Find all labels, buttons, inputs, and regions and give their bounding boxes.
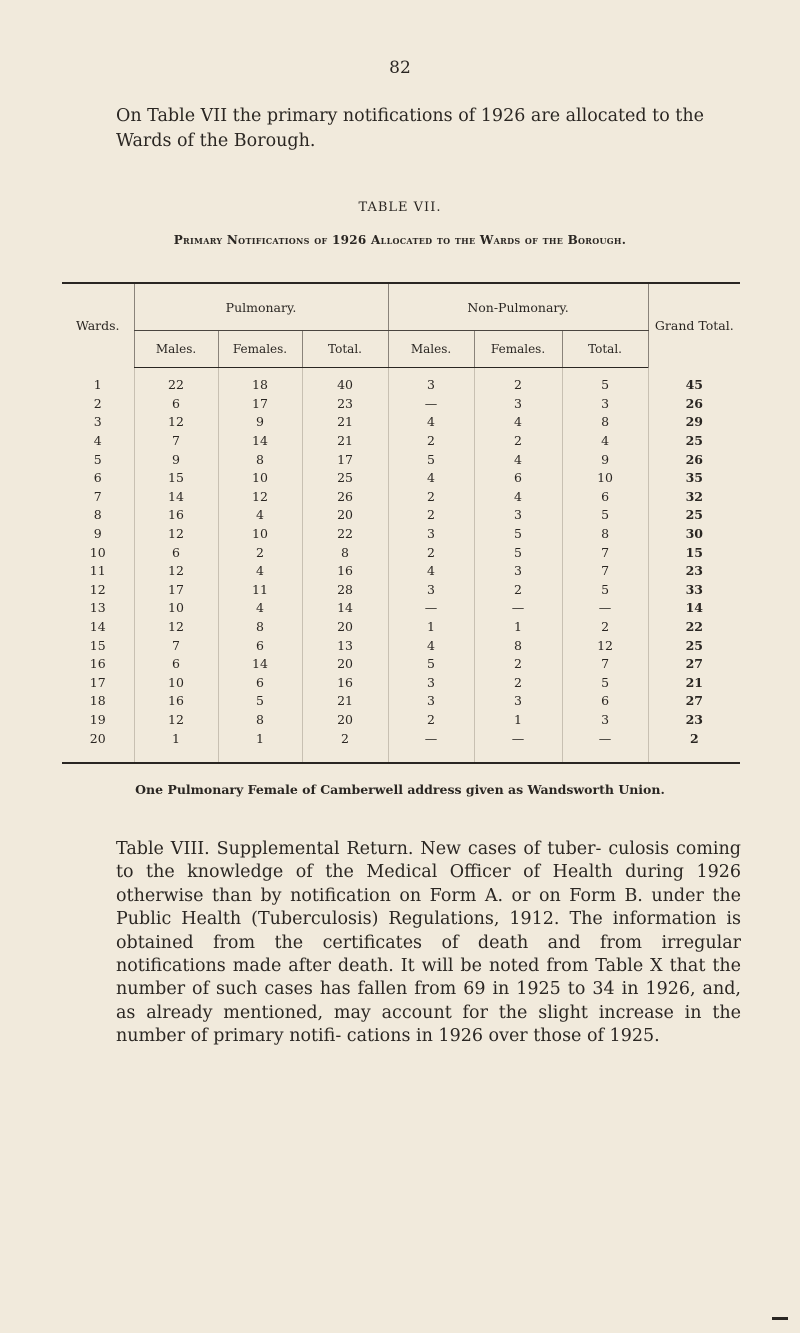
pul-males-cell: 6 (134, 655, 218, 674)
pul-females-cell: 9 (218, 413, 302, 432)
pul-females-cell: 6 (218, 636, 302, 655)
pul-total-cell: 20 (302, 711, 388, 730)
pulmonary-total-header: Total. (302, 331, 388, 368)
np-females-cell: 3 (474, 692, 562, 711)
gt-cell: 22 (648, 618, 740, 637)
table-row (62, 432, 740, 451)
gt-cell: 23 (648, 711, 740, 730)
pul-total-cell: 13 (302, 636, 388, 655)
pul-total-cell: 28 (302, 581, 388, 600)
np-males-cell: 2 (388, 543, 474, 562)
pul-females-cell: 5 (218, 692, 302, 711)
np-females-cell: 4 (474, 450, 562, 469)
np-total-cell: 9 (562, 450, 648, 469)
np-females-cell: 2 (474, 674, 562, 693)
np-males-cell: 2 (388, 506, 474, 525)
pul-males-cell: 12 (134, 562, 218, 581)
np-total-cell: 8 (562, 525, 648, 544)
np-total-cell: 3 (562, 711, 648, 730)
np-males-cell: 3 (388, 692, 474, 711)
np-males-cell: 4 (388, 413, 474, 432)
pul-females-cell: 12 (218, 488, 302, 507)
np-females-cell: 2 (474, 655, 562, 674)
ward-cell: 14 (89, 619, 106, 635)
pul-males-cell: 6 (134, 543, 218, 562)
np-total-cell: 7 (562, 543, 648, 562)
table-row (62, 488, 740, 507)
pul-total-cell: 21 (302, 413, 388, 432)
np-females-cell: 4 (474, 413, 562, 432)
ward-cell: 17 (89, 674, 106, 690)
gt-cell: 2 (648, 729, 740, 763)
np-total-cell: 12 (562, 636, 648, 655)
np-females-cell: 1 (474, 618, 562, 637)
pul-total-cell: 8 (302, 543, 388, 562)
pul-total-cell: 17 (302, 450, 388, 469)
np-total-cell: 3 (562, 395, 648, 414)
np-total-cell: 5 (562, 368, 648, 395)
ward-cell: 16 (89, 656, 106, 672)
table-row (62, 469, 740, 488)
gt-cell: 27 (648, 692, 740, 711)
np-males-cell: 2 (388, 711, 474, 730)
pul-females-cell: 10 (218, 469, 302, 488)
pul-males-cell: 16 (134, 506, 218, 525)
np-females-cell: 3 (474, 506, 562, 525)
pul-males-cell: 14 (134, 488, 218, 507)
pul-females-cell: 4 (218, 562, 302, 581)
pul-males-cell: 10 (134, 599, 218, 618)
table-body (62, 368, 740, 763)
pul-males-cell: 17 (134, 581, 218, 600)
ward-cell: 1 (93, 377, 102, 393)
page-number: 82 (389, 58, 411, 78)
pulmonary-females-header: Females. (218, 331, 302, 368)
intro-paragraph: On Table VII the primary notifications of 1926 are allocated to the Wards of the Borough. (116, 106, 704, 151)
pul-females-cell: 8 (218, 711, 302, 730)
table-footnote: One Pulmonary Female of Camberwell address given as Wandsworth Union. (135, 782, 665, 797)
grand-total-header: Grand Total. (648, 283, 740, 368)
ward-cell: 15 (89, 637, 106, 653)
np-total-cell: — (562, 599, 648, 618)
gt-cell: 30 (648, 525, 740, 544)
table-row (62, 618, 740, 637)
pulmonary-header: Pulmonary. (134, 283, 388, 331)
pul-males-cell: 6 (134, 395, 218, 414)
np-total-cell: 2 (562, 618, 648, 637)
non-pulmonary-males-header: Males. (388, 331, 474, 368)
table-row (62, 525, 740, 544)
pul-females-cell: 6 (218, 674, 302, 693)
np-females-cell: — (474, 599, 562, 618)
np-total-cell: 8 (562, 413, 648, 432)
pul-females-cell: 17 (218, 395, 302, 414)
np-males-cell: 5 (388, 655, 474, 674)
np-females-cell: 1 (474, 711, 562, 730)
np-females-cell: 2 (474, 432, 562, 451)
ward-notifications-table (62, 282, 740, 764)
np-total-cell: 5 (562, 581, 648, 600)
pul-total-cell: 22 (302, 525, 388, 544)
np-males-cell: — (388, 395, 474, 414)
table-row (62, 413, 740, 432)
pul-females-cell: 4 (218, 506, 302, 525)
np-males-cell: 2 (388, 488, 474, 507)
ward-cell: 2 (93, 395, 102, 411)
table-row (62, 599, 740, 618)
pul-females-cell: 10 (218, 525, 302, 544)
np-males-cell: 2 (388, 432, 474, 451)
pul-females-cell: 11 (218, 581, 302, 600)
wards-header: Wards. (75, 318, 120, 334)
table-row (62, 368, 740, 395)
gt-cell: 14 (648, 599, 740, 618)
pulmonary-males-header: Males. (134, 331, 218, 368)
ward-cell: 11 (89, 563, 106, 579)
ward-cell: 3 (93, 414, 102, 430)
ward-cell: 9 (93, 526, 102, 542)
gt-cell: 29 (648, 413, 740, 432)
np-females-cell: 6 (474, 469, 562, 488)
np-males-cell: 4 (388, 636, 474, 655)
np-total-cell: 4 (562, 432, 648, 451)
table-row (62, 729, 740, 763)
ward-cell: 5 (93, 451, 102, 467)
table-row (62, 655, 740, 674)
ward-cell: 19 (89, 711, 106, 727)
np-total-cell: 6 (562, 488, 648, 507)
gt-cell: 26 (648, 450, 740, 469)
pul-total-cell: 14 (302, 599, 388, 618)
ward-cell: 8 (93, 507, 102, 523)
table-row (62, 711, 740, 730)
np-males-cell: 5 (388, 450, 474, 469)
gt-cell: 23 (648, 562, 740, 581)
np-females-cell: 8 (474, 636, 562, 655)
pul-males-cell: 12 (134, 413, 218, 432)
table-row (62, 581, 740, 600)
pul-total-cell: 26 (302, 488, 388, 507)
table-row (62, 543, 740, 562)
table-row (62, 450, 740, 469)
gt-cell: 33 (648, 581, 740, 600)
pul-males-cell: 9 (134, 450, 218, 469)
np-males-cell: 4 (388, 562, 474, 581)
pul-males-cell: 16 (134, 692, 218, 711)
pul-females-cell: 14 (218, 432, 302, 451)
np-total-cell: 5 (562, 674, 648, 693)
pul-total-cell: 21 (302, 692, 388, 711)
gt-cell: 27 (648, 655, 740, 674)
np-females-cell: 5 (474, 543, 562, 562)
pul-males-cell: 7 (134, 636, 218, 655)
np-total-cell: 6 (562, 692, 648, 711)
gt-cell: 26 (648, 395, 740, 414)
page-corner-mark (772, 1317, 788, 1320)
pul-females-cell: 18 (218, 368, 302, 395)
pul-males-cell: 22 (134, 368, 218, 395)
np-males-cell: 3 (388, 368, 474, 395)
table-label: TABLE VII. (358, 200, 442, 215)
pul-females-cell: 8 (218, 618, 302, 637)
body-paragraph: Table VIII. Supplemental Return. New cases of tuber- culosis coming to the knowledge of the Medical Officer of Health during 1926 otherwise than by notification on Form A. or on Form B. under the Public Health (Tuberculosis) Regulations, 1912. The information is obtained from the certificates of death and from irregular notifications made after death. It will be noted from Table X that the number of such cases has fallen from 69 in 1925 to 34 in 1926, and, as already mentioned, may account for the slight increase in the number of primary notifi- cations in 1926 over those of 1925. (116, 839, 741, 1047)
pul-total-cell: 16 (302, 562, 388, 581)
pul-total-cell: 20 (302, 655, 388, 674)
pul-males-cell: 15 (134, 469, 218, 488)
table-row (62, 562, 740, 581)
pul-total-cell: 25 (302, 469, 388, 488)
pul-total-cell: 23 (302, 395, 388, 414)
non-pulmonary-total-header: Total. (562, 331, 648, 368)
np-females-cell: 3 (474, 395, 562, 414)
ward-cell: 4 (93, 433, 102, 449)
pul-total-cell: 2 (302, 729, 388, 763)
ward-cell: 18 (89, 693, 106, 709)
pul-males-cell: 10 (134, 674, 218, 693)
pul-females-cell: 14 (218, 655, 302, 674)
non-pulmonary-females-header: Females. (474, 331, 562, 368)
ward-cell: 12 (89, 581, 106, 597)
ward-cell: 6 (93, 470, 102, 486)
table-row (62, 674, 740, 693)
np-males-cell: 1 (388, 618, 474, 637)
pul-males-cell: 12 (134, 711, 218, 730)
np-females-cell: 2 (474, 368, 562, 395)
pul-males-cell: 12 (134, 525, 218, 544)
gt-cell: 15 (648, 543, 740, 562)
np-total-cell: 7 (562, 562, 648, 581)
pul-females-cell: 4 (218, 599, 302, 618)
np-females-cell: 4 (474, 488, 562, 507)
pul-males-cell: 12 (134, 618, 218, 637)
gt-cell: 21 (648, 674, 740, 693)
pul-total-cell: 16 (302, 674, 388, 693)
pul-total-cell: 21 (302, 432, 388, 451)
np-females-cell: 3 (474, 562, 562, 581)
np-females-cell: 5 (474, 525, 562, 544)
ward-cell: 13 (89, 600, 106, 616)
np-total-cell: 7 (562, 655, 648, 674)
gt-cell: 35 (648, 469, 740, 488)
np-males-cell: 3 (388, 674, 474, 693)
np-total-cell: 10 (562, 469, 648, 488)
np-total-cell: 5 (562, 506, 648, 525)
ward-cell: 10 (89, 544, 106, 560)
pul-females-cell: 1 (218, 729, 302, 763)
table-row (62, 692, 740, 711)
ward-cell: 20 (89, 730, 106, 746)
gt-cell: 32 (648, 488, 740, 507)
np-males-cell: 3 (388, 581, 474, 600)
np-males-cell: — (388, 729, 474, 763)
np-females-cell: — (474, 729, 562, 763)
table-row (62, 636, 740, 655)
np-females-cell: 2 (474, 581, 562, 600)
table-caption: Primary Notifications of 1926 Allocated to the Wards of the Borough. (173, 233, 627, 247)
pul-total-cell: 20 (302, 506, 388, 525)
pul-males-cell: 1 (134, 729, 218, 763)
gt-cell: 25 (648, 432, 740, 451)
pul-males-cell: 7 (134, 432, 218, 451)
np-males-cell: — (388, 599, 474, 618)
pul-females-cell: 8 (218, 450, 302, 469)
pul-total-cell: 20 (302, 618, 388, 637)
gt-cell: 45 (648, 368, 740, 395)
table-row (62, 506, 740, 525)
table-row (62, 395, 740, 414)
np-males-cell: 4 (388, 469, 474, 488)
non-pulmonary-header: Non-Pulmonary. (388, 283, 648, 331)
ward-cell: 7 (93, 488, 102, 504)
gt-cell: 25 (648, 636, 740, 655)
np-males-cell: 3 (388, 525, 474, 544)
pul-total-cell: 40 (302, 368, 388, 395)
pul-females-cell: 2 (218, 543, 302, 562)
np-total-cell: — (562, 729, 648, 763)
gt-cell: 25 (648, 506, 740, 525)
